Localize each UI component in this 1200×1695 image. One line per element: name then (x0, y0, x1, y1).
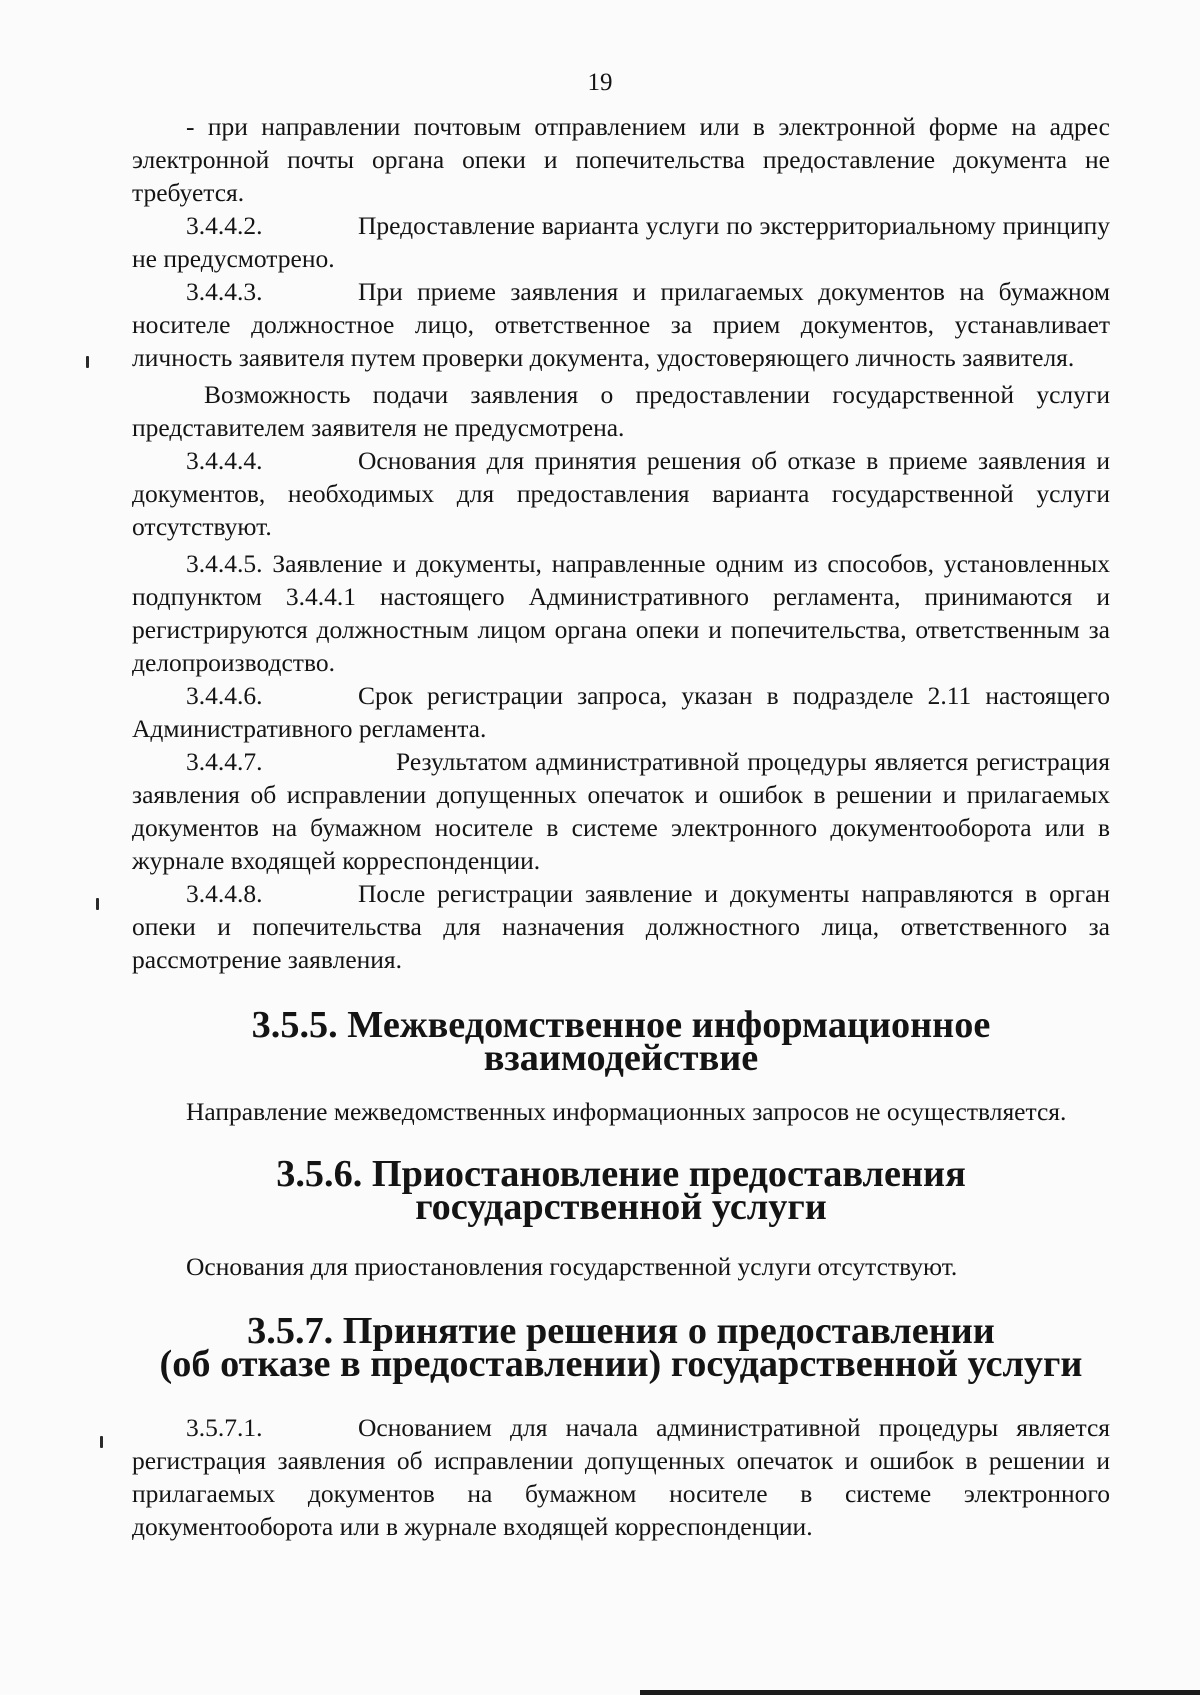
paragraph-3-5-7-1 (132, 1411, 1110, 1543)
paragraph-representative: Возможность подачи заявления о предоставлении государственной услуги представителем заявителя не предусмотрена. (132, 380, 1110, 442)
page-number: 19 (587, 69, 613, 96)
clause-number: 3.4.4.3. (186, 277, 263, 306)
paragraph-3-4-4-6 (132, 679, 1110, 745)
heading-line-2: (об отказе в предоставлении) государственной услуги (159, 1343, 1083, 1385)
paragraph-interagency-requests: Направление межведомственных информационных запросов не осуществляется. (186, 1097, 1067, 1126)
clause-number: 3.4.4.7. (186, 747, 263, 776)
clause-number: 3.4.4.2. (186, 211, 263, 240)
clause-text: После регистрации заявление и документы направляются в орган опеки и попечительства для назначения должностного лица, ответственного за рассмотрение заявления. (132, 879, 1110, 974)
clause-number: 3.5.7.1. (186, 1413, 263, 1442)
clause-text: Основания для принятия решения об отказе в приеме заявления и документов, необходимых для предоставления варианта государственной услуги отсутствуют. (132, 446, 1110, 541)
clause-number: 3.4.4.6. (186, 681, 263, 710)
paragraph-3-4-4-2 (132, 209, 1110, 275)
section-heading-3-5-5: 3.5.5. Межведомственное информационное взаимодействие (251, 1004, 991, 1079)
paragraph-3-4-4-8 (132, 877, 1110, 976)
paragraph-3-4-4-3 (132, 275, 1110, 374)
clause-number: 3.4.4.4. (186, 446, 263, 475)
scan-speck (86, 356, 89, 368)
document-body (132, 110, 1110, 1543)
scan-speck (96, 898, 99, 910)
scan-bottom-edge (640, 1690, 1200, 1695)
section-heading-3-5-7 (132, 1310, 1110, 1385)
clause-number: 3.4.4.8. (186, 879, 263, 908)
clause-text: Срок регистрации запроса, указан в подразделе 2.11 настоящего Административного регламента. (132, 681, 1110, 743)
paragraph-3-4-4-7 (132, 745, 1110, 877)
paragraph-postal-delivery: - при направлении почтовым отправлением или в электронной форме на адрес электронной почты органа опеки и попечительства предоставление документа не требуется. (132, 112, 1110, 207)
scan-speck (100, 1436, 103, 1448)
clause-text: При приеме заявления и прилагаемых документов на бумажном носителе должностное лицо, ответственное за прием документов, устанавливает личность заявителя путем проверки документа, удостоверяющего личность заявителя. (132, 277, 1110, 372)
section-heading-3-5-6: 3.5.6. Приостановление предоставления государственной услуги (276, 1153, 966, 1228)
clause-text: Предоставление варианта услуги по экстерриториальному принципу не предусмотрено. (132, 211, 1110, 273)
paragraph-3-4-4-4 (132, 444, 1110, 543)
clause-text: Основанием для начала административной процедуры является регистрация заявления об исправлении допущенных опечаток и ошибок в решении и прилагаемых документов на бумажном носителе в системе электронного документооборота или в журнале входящей корреспонденции. (132, 1413, 1110, 1541)
heading-line-1: 3.5.7. Принятие решения о предоставлении (247, 1310, 995, 1352)
paragraph-3-4-4-5: 3.4.4.5. Заявление и документы, направленные одним из способов, установленных подпунктом 3.4.4.1 настоящего Административного регламента, принимаются и регистрируются должностным лицом органа опеки и попечительства, ответственным за делопроизводство. (132, 549, 1110, 677)
paragraph-suspension-grounds: Основания для приостановления государственной услуги отсутствуют. (186, 1252, 958, 1281)
clause-text: Результатом административной процедуры является регистрация заявления об исправлении допущенных опечаток и ошибок в решении и прилагаемых документов на бумажном носителе в системе электронного документооборота или в журнале входящей корреспонденции. (132, 747, 1110, 875)
